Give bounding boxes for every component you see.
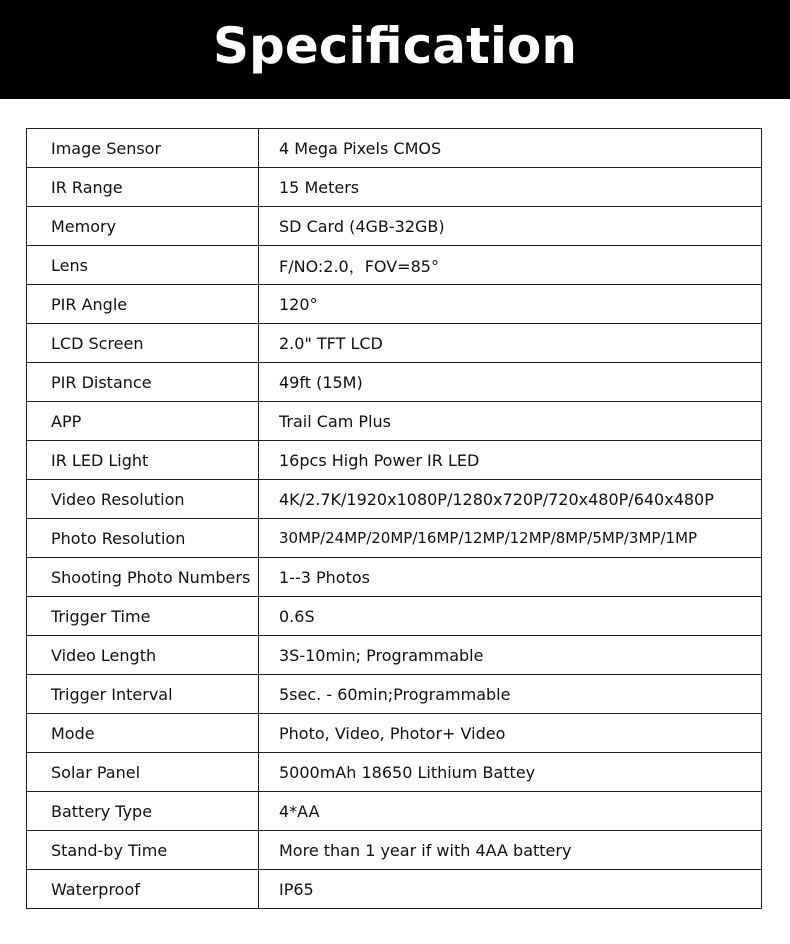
spec-label: Trigger Time (27, 597, 259, 636)
spec-label: PIR Angle (27, 285, 259, 324)
spec-row-photo-resolution (27, 519, 762, 558)
spec-table-body (27, 129, 762, 909)
spec-value: 4 Mega Pixels CMOS (259, 129, 762, 168)
spec-value: 2.0" TFT LCD (259, 324, 762, 363)
spec-row-lens (27, 246, 762, 285)
spec-row-image-sensor (27, 129, 762, 168)
spec-label: Video Length (27, 636, 259, 675)
spec-row-shooting-photo-numbers (27, 558, 762, 597)
spec-table (26, 128, 762, 909)
spec-row-waterproof (27, 870, 762, 909)
spec-value: Trail Cam Plus (259, 402, 762, 441)
spec-value: IP65 (259, 870, 762, 909)
spec-row-video-resolution (27, 480, 762, 519)
spec-row-ir-range (27, 168, 762, 207)
spec-label: IR Range (27, 168, 259, 207)
spec-value: 1--3 Photos (259, 558, 762, 597)
spec-row-pir-angle (27, 285, 762, 324)
spec-value: 0.6S (259, 597, 762, 636)
spec-label: Waterproof (27, 870, 259, 909)
spec-value: 15 Meters (259, 168, 762, 207)
spec-label: APP (27, 402, 259, 441)
spec-value: SD Card (4GB-32GB) (259, 207, 762, 246)
spec-row-stand-by-time (27, 831, 762, 870)
header-bar (0, 0, 790, 99)
spec-row-memory (27, 207, 762, 246)
spec-value: Photo, Video, Photor+ Video (259, 714, 762, 753)
spec-label: Lens (27, 246, 259, 285)
spec-value: 5000mAh 18650 Lithium Battey (259, 753, 762, 792)
spec-row-mode (27, 714, 762, 753)
spec-value: 3S-10min; Programmable (259, 636, 762, 675)
spec-label: Trigger Interval (27, 675, 259, 714)
spec-value: 30MP/24MP/20MP/16MP/12MP/12MP/8MP/5MP/3MP/1MP (259, 519, 762, 558)
spec-row-app (27, 402, 762, 441)
spec-label: Battery Type (27, 792, 259, 831)
spec-row-trigger-time (27, 597, 762, 636)
spec-label: PIR Distance (27, 363, 259, 402)
spec-label: Image Sensor (27, 129, 259, 168)
spec-value: F/NO:2.0，FOV=85° (259, 246, 762, 285)
spec-label: Stand-by Time (27, 831, 259, 870)
spec-label: Shooting Photo Numbers (27, 558, 259, 597)
spec-row-solar-panel (27, 753, 762, 792)
spec-row-lcd-screen (27, 324, 762, 363)
spec-label: Memory (27, 207, 259, 246)
spec-row-ir-led-light (27, 441, 762, 480)
spec-label: LCD Screen (27, 324, 259, 363)
spec-label: Photo Resolution (27, 519, 259, 558)
spec-label: Solar Panel (27, 753, 259, 792)
spec-row-video-length (27, 636, 762, 675)
spec-value: 4*AA (259, 792, 762, 831)
spec-value: 16pcs High Power IR LED (259, 441, 762, 480)
spec-row-trigger-interval (27, 675, 762, 714)
page-title: Specification (213, 17, 577, 75)
spec-value: 4K/2.7K/1920x1080P/1280x720P/720x480P/640x480P (259, 480, 762, 519)
spec-value: 120° (259, 285, 762, 324)
spec-row-pir-distance (27, 363, 762, 402)
spec-label: IR LED Light (27, 441, 259, 480)
spec-value: More than 1 year if with 4AA battery (259, 831, 762, 870)
spec-value: 5sec. - 60min;Programmable (259, 675, 762, 714)
spec-label: Mode (27, 714, 259, 753)
spec-value: 49ft (15M) (259, 363, 762, 402)
spec-label: Video Resolution (27, 480, 259, 519)
spec-row-battery-type (27, 792, 762, 831)
